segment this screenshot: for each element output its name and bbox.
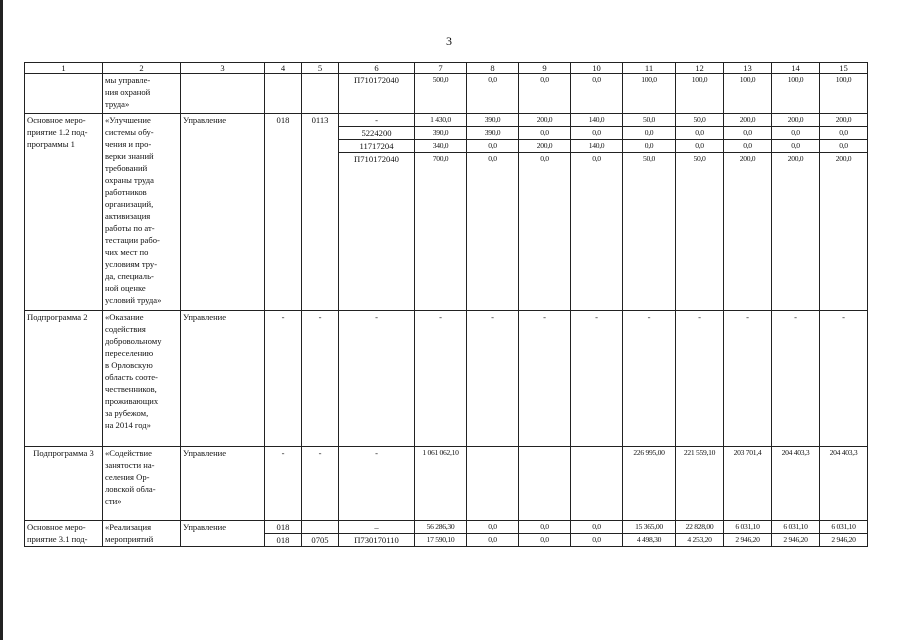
amount-cell: 0,0 xyxy=(571,534,623,547)
measure-name: Основное меро- приятие 1.2 под- программы 1 xyxy=(25,114,103,311)
amount-cell: 100,0 xyxy=(623,74,676,114)
table-row xyxy=(25,447,868,521)
amount-cell: 0,0 xyxy=(623,140,676,153)
amount-cell: 0,0 xyxy=(571,153,623,311)
subprogram-name: Подпрограмма 2 xyxy=(25,311,103,447)
amount-cell: - xyxy=(623,311,676,447)
amount-cell: 50,0 xyxy=(623,153,676,311)
executor: Управление xyxy=(181,114,265,311)
amount-cell: - xyxy=(571,311,623,447)
amount-cell: 200,0 xyxy=(724,153,772,311)
amount-cell: 390,0 xyxy=(467,127,519,140)
code-grbs: - xyxy=(265,311,302,447)
amount-cell: 0,0 xyxy=(467,140,519,153)
amount-cell: 100,0 xyxy=(772,74,820,114)
amount-cell: 200,0 xyxy=(772,153,820,311)
amount-cell: - xyxy=(467,311,519,447)
column-number: 2 xyxy=(103,63,181,74)
table-cell xyxy=(25,74,103,114)
column-number: 5 xyxy=(302,63,339,74)
column-number: 15 xyxy=(820,63,868,74)
column-number: 11 xyxy=(623,63,676,74)
amount-cell: 140,0 xyxy=(571,140,623,153)
page-number: 3 xyxy=(446,34,452,48)
budget-code: - xyxy=(339,447,415,521)
amount-cell: 390,0 xyxy=(415,127,467,140)
amount-cell: 390,0 xyxy=(467,114,519,127)
amount-cell: 0,0 xyxy=(772,127,820,140)
amount-cell: 200,0 xyxy=(724,114,772,127)
amount-cell: - xyxy=(724,311,772,447)
amount-cell: 100,0 xyxy=(820,74,868,114)
budget-code: - xyxy=(339,311,415,447)
budget-table xyxy=(24,62,868,547)
code-grbs: 018 xyxy=(265,534,302,547)
amount-cell: 0,0 xyxy=(467,534,519,547)
amount-cell: 500,0 xyxy=(415,74,467,114)
amount-cell: 0,0 xyxy=(820,127,868,140)
budget-code: – xyxy=(339,521,415,534)
amount-cell: 50,0 xyxy=(623,114,676,127)
code-section: 0705 xyxy=(302,534,339,547)
executor: Управление xyxy=(181,311,265,447)
amount-cell: 200,0 xyxy=(772,114,820,127)
column-number: 13 xyxy=(724,63,772,74)
amount-cell: 50,0 xyxy=(676,153,724,311)
table-row xyxy=(25,114,868,127)
amount-cell: 0,0 xyxy=(519,534,571,547)
amount-cell: 0,0 xyxy=(467,521,519,534)
executor: Управление xyxy=(181,447,265,521)
amount-cell: 100,0 xyxy=(676,74,724,114)
column-number: 14 xyxy=(772,63,820,74)
amount-cell: 0,0 xyxy=(467,153,519,311)
amount-cell: 0,0 xyxy=(724,140,772,153)
amount-cell: 1 430,0 xyxy=(415,114,467,127)
amount-cell xyxy=(519,447,571,521)
budget-code: 5224200 xyxy=(339,127,415,140)
amount-cell: 0,0 xyxy=(571,74,623,114)
amount-cell: 15 365,00 xyxy=(623,521,676,534)
code-grbs: - xyxy=(265,447,302,521)
code-grbs: 018 xyxy=(265,521,302,534)
amount-cell: 22 828,00 xyxy=(676,521,724,534)
amount-cell: 204 403,3 xyxy=(772,447,820,521)
column-number: 8 xyxy=(467,63,519,74)
amount-cell: 6 031,10 xyxy=(724,521,772,534)
table-cell xyxy=(265,74,302,114)
code-section xyxy=(302,521,339,534)
amount-cell: 2 946,20 xyxy=(820,534,868,547)
amount-cell: 340,0 xyxy=(415,140,467,153)
amount-cell: 50,0 xyxy=(676,114,724,127)
budget-code: - xyxy=(339,114,415,127)
amount-cell: 0,0 xyxy=(467,74,519,114)
budget-code: П710172040 xyxy=(339,74,415,114)
subprogram-description: «Оказание содействия добровольному переселению в Орловскую область сооте- чественников, проживающих за рубежом, на 2014 год» xyxy=(103,311,181,447)
amount-cell: 1 061 062,10 xyxy=(415,447,467,521)
amount-cell: 203 701,4 xyxy=(724,447,772,521)
amount-cell: 0,0 xyxy=(519,521,571,534)
amount-cell: 204 403,3 xyxy=(820,447,868,521)
amount-cell: 226 995,00 xyxy=(623,447,676,521)
measure-description: мы управле- ния охраной труда» xyxy=(103,74,181,114)
amount-cell: 0,0 xyxy=(571,127,623,140)
amount-cell: 221 559,10 xyxy=(676,447,724,521)
executor: Управление xyxy=(181,521,265,547)
column-number: 7 xyxy=(415,63,467,74)
table-row xyxy=(25,521,868,534)
amount-cell: 56 286,30 xyxy=(415,521,467,534)
budget-code: П730170110 xyxy=(339,534,415,547)
amount-cell: 6 031,10 xyxy=(820,521,868,534)
amount-cell: 0,0 xyxy=(724,127,772,140)
subprogram-description: «Содействие занятости на- селения Ор- ловской обла- сти» xyxy=(103,447,181,521)
column-number: 9 xyxy=(519,63,571,74)
amount-cell: 2 946,20 xyxy=(772,534,820,547)
amount-cell: 200,0 xyxy=(820,114,868,127)
amount-cell: - xyxy=(519,311,571,447)
amount-cell xyxy=(467,447,519,521)
budget-code: П710172040 xyxy=(339,153,415,311)
amount-cell: 17 590,10 xyxy=(415,534,467,547)
amount-cell: - xyxy=(772,311,820,447)
amount-cell: - xyxy=(415,311,467,447)
amount-cell xyxy=(571,447,623,521)
code-section: - xyxy=(302,311,339,447)
amount-cell: 140,0 xyxy=(571,114,623,127)
amount-cell: 0,0 xyxy=(519,127,571,140)
table-row xyxy=(25,311,868,447)
column-number: 6 xyxy=(339,63,415,74)
amount-cell: 6 031,10 xyxy=(772,521,820,534)
table-cell xyxy=(181,74,265,114)
amount-cell: 200,0 xyxy=(519,114,571,127)
measure-name: Основное меро- приятие 3.1 под- xyxy=(25,521,103,547)
amount-cell: 4 253,20 xyxy=(676,534,724,547)
continuation-row xyxy=(25,74,868,114)
column-number: 1 xyxy=(25,63,103,74)
column-number: 10 xyxy=(571,63,623,74)
amount-cell: 0,0 xyxy=(571,521,623,534)
table-cell xyxy=(302,74,339,114)
amount-cell: 100,0 xyxy=(724,74,772,114)
amount-cell: 700,0 xyxy=(415,153,467,311)
budget-code: 11717204 xyxy=(339,140,415,153)
amount-cell: 2 946,20 xyxy=(724,534,772,547)
code-section: 0113 xyxy=(302,114,339,311)
column-number: 12 xyxy=(676,63,724,74)
measure-description: «Реализация мероприятий xyxy=(103,521,181,547)
code-section: - xyxy=(302,447,339,521)
amount-cell: 4 498,30 xyxy=(623,534,676,547)
subprogram-name: Подпрограмма 3 xyxy=(25,447,103,521)
amount-cell: 0,0 xyxy=(676,140,724,153)
column-number: 3 xyxy=(181,63,265,74)
amount-cell: 0,0 xyxy=(623,127,676,140)
amount-cell: 0,0 xyxy=(519,153,571,311)
amount-cell: 0,0 xyxy=(519,74,571,114)
amount-cell: 200,0 xyxy=(820,153,868,311)
code-grbs: 018 xyxy=(265,114,302,311)
amount-cell: - xyxy=(820,311,868,447)
scan-edge xyxy=(0,0,3,640)
column-number-row xyxy=(25,63,868,74)
column-number: 4 xyxy=(265,63,302,74)
amount-cell: - xyxy=(676,311,724,447)
amount-cell: 200,0 xyxy=(519,140,571,153)
measure-description: «Улучшение системы обу- чения и про- верки знаний требований охраны труда работников организаций, активизация работы по ат- тестации рабо- чих мест по условиям тру- да, специаль- ной оценке условий труда» xyxy=(103,114,181,311)
amount-cell: 0,0 xyxy=(676,127,724,140)
amount-cell: 0,0 xyxy=(772,140,820,153)
amount-cell: 0,0 xyxy=(820,140,868,153)
